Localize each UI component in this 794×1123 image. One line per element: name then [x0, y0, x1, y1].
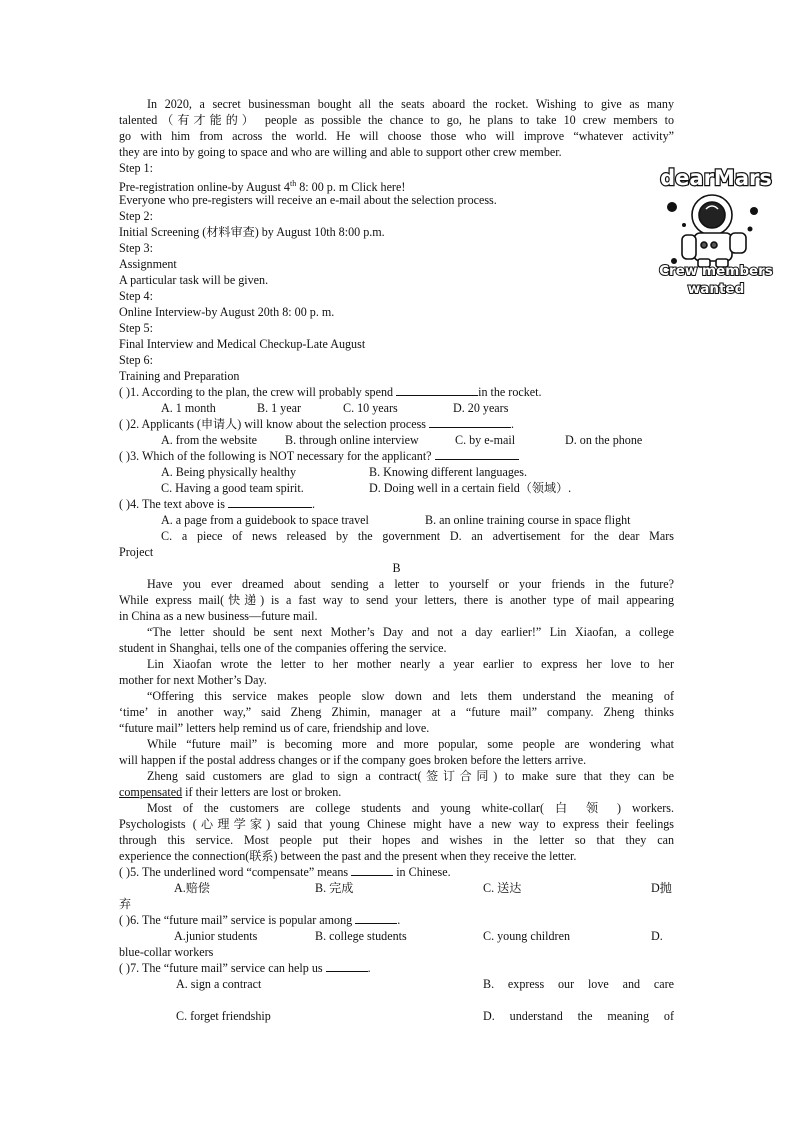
question-text: .	[511, 417, 515, 431]
intro-line: In 2020, a secret businessman bought all the seats aboard the rocket. Wishing to give as many	[147, 97, 674, 111]
option-cd-row[interactable]: C. a piece of news released by the government D. an advertisement for the dear Mars	[161, 529, 674, 543]
option-a[interactable]: A.junior students	[174, 929, 258, 943]
step-line: Final Interview and Medical Checkup-Late August	[119, 337, 366, 351]
question-text: ( )6. The “future mail” service is popular among	[119, 913, 356, 927]
step-line: Everyone who pre-registers will receive an e-mail about the selection process.	[119, 193, 497, 207]
option-b[interactable]: B. through online interview	[285, 433, 419, 447]
option-row	[119, 400, 674, 416]
question-text: ( )4. The text above is	[119, 497, 228, 511]
option-d-wrap: blue-collar workers	[119, 945, 214, 959]
option-b[interactable]: B. 完成	[315, 881, 354, 895]
spacer	[119, 992, 674, 1008]
option-d[interactable]: D. Doing well in a certain field（领域）.	[369, 481, 572, 495]
option-row	[119, 928, 674, 944]
option-b[interactable]: B. an online training course in space flight	[425, 513, 631, 527]
question-text: ( )7. The “future mail” service can help us	[119, 961, 326, 975]
option-row	[119, 464, 674, 480]
answer-blank[interactable]	[228, 496, 312, 508]
question-text: in the rocket.	[478, 385, 542, 399]
question-stem	[119, 960, 674, 976]
option-a[interactable]: A.赔偿	[174, 881, 210, 895]
answer-blank[interactable]	[396, 384, 478, 396]
option-b[interactable]: B. 1 year	[257, 401, 301, 415]
sticker-subtitle: Crew members	[659, 263, 773, 279]
question-2	[119, 416, 674, 448]
para-line: Psychologists (心理学家) said that young Chinese might have a new way to express their feelings	[119, 817, 674, 831]
intro-line: talented（有才能的） people as possible the chance to go, he plans to take 10 crew members to	[119, 113, 674, 127]
option-row	[119, 976, 674, 992]
dear-mars-sticker	[654, 163, 778, 299]
question-1	[119, 384, 674, 416]
para-line: mother for next Mother’s Day.	[119, 673, 267, 687]
sticker-subtitle-2: wanted	[687, 281, 745, 297]
para-line: Zheng said customers are glad to sign a contract(签订合同) to make sure that they can be	[147, 769, 674, 783]
option-row	[119, 512, 674, 528]
option-c[interactable]: C. 10 years	[343, 401, 398, 415]
passage-b	[119, 576, 674, 864]
option-d-wrap: Project	[119, 545, 154, 559]
steps-list	[119, 160, 674, 384]
step-label: Step 6:	[119, 353, 153, 367]
para-line: “The letter should be sent next Mother’s Day and not a day earlier!” Lin Xiaofan, a college	[147, 625, 674, 639]
answer-blank[interactable]	[351, 864, 393, 876]
option-d[interactable]: D. understand the meaning of	[483, 1009, 674, 1023]
option-b[interactable]: B. college students	[315, 929, 407, 943]
step-label: Step 2:	[119, 209, 153, 223]
step-line: Assignment	[119, 257, 177, 271]
question-text: ( )5. The underlined word “compensate” means	[119, 865, 352, 879]
question-stem	[119, 864, 674, 880]
para-line: through this service. Most people put their hopes and wishes in the letter so that they can	[119, 833, 674, 847]
option-c[interactable]: C. young children	[483, 929, 570, 943]
option-c[interactable]: C. Having a good team spirit.	[161, 481, 304, 495]
para-line: While “future mail” is becoming more and more popular, some people are wondering what	[147, 737, 674, 751]
para-line	[119, 784, 674, 800]
para-line: student in Shanghai, tells one of the companies offering the service.	[119, 641, 447, 655]
intro-line: they are into by going to space and who are willing and able to support other crew member.	[119, 145, 562, 159]
option-d[interactable]: D. on the phone	[565, 433, 643, 447]
option-a[interactable]: A. 1 month	[161, 401, 216, 415]
astronaut-illustration	[654, 163, 778, 299]
option-b[interactable]: B. Knowing different languages.	[369, 465, 527, 479]
para-text: if their letters are lost or broken.	[185, 785, 342, 799]
superscript: th	[289, 179, 297, 188]
step-label: Step 4:	[119, 289, 153, 303]
question-7	[119, 960, 674, 1024]
option-c[interactable]: C. by e-mail	[455, 433, 516, 447]
option-d[interactable]: D.	[651, 929, 663, 943]
section-heading: B	[392, 561, 401, 575]
option-d[interactable]: D抛	[651, 881, 672, 895]
option-a[interactable]: A. sign a contract	[176, 977, 262, 991]
question-stem	[119, 496, 674, 512]
option-d[interactable]: D. 20 years	[453, 401, 509, 415]
step-line: Online Interview-by August 20th 8: 00 p. m.	[119, 305, 335, 319]
step-label: Step 3:	[119, 241, 153, 255]
question-4	[119, 496, 674, 560]
para-line: While express mail(快递) is a fast way to send your letters, there is another type of mail appearing	[119, 593, 674, 607]
para-line: experience the connection(联系) between the past and the present when they receive the letter.	[119, 849, 577, 863]
option-c[interactable]: C. 送达	[483, 881, 522, 895]
para-line: “Offering this service makes people slow down and lets them understand the meaning of	[147, 689, 674, 703]
question-5	[119, 864, 674, 912]
option-a[interactable]: A. Being physically healthy	[161, 465, 297, 479]
sticker-title: dearMars	[660, 166, 772, 190]
underlined-word: compensated	[119, 785, 183, 799]
para-line: Most of the customers are college students and young white-collar( 白 领 ) workers.	[147, 801, 674, 815]
para-line: “future mail” letters help remind us of care, friendship and love.	[119, 721, 430, 735]
step-line: Initial Screening (材料审查) by August 10th 8:00 p.m.	[119, 225, 385, 239]
para-line: will happen if the postal address changes or if the company goes broken before the letters arrive.	[119, 753, 587, 767]
question-text: in Chinese.	[393, 865, 451, 879]
question-text: ( )2. Applicants (申请人) will know about the selection process	[119, 417, 430, 431]
question-stem	[119, 416, 674, 432]
answer-blank[interactable]	[429, 416, 511, 428]
answer-blank[interactable]	[355, 912, 397, 924]
para-line: Lin Xiaofan wrote the letter to her mother nearly a year earlier to express her love to her	[147, 657, 674, 671]
option-row	[119, 480, 674, 496]
answer-blank[interactable]	[326, 960, 368, 972]
question-text: .	[367, 961, 371, 975]
para-line: in China as a new business—future mail.	[119, 609, 318, 623]
step-line	[119, 176, 674, 195]
question-text: ( )1. According to the plan, the crew will probably spend	[119, 385, 397, 399]
option-a[interactable]: A. from the website	[161, 433, 258, 447]
para-line: Have you ever dreamed about sending a letter to yourself or your friends in the future?	[147, 577, 674, 591]
document-page	[119, 96, 674, 1024]
question-stem	[119, 912, 674, 928]
intro-line: go with him from across the world. He will choose those who will improve “whatever activity”	[119, 129, 674, 143]
option-d-wrap: 弃	[119, 897, 132, 911]
question-stem	[119, 384, 674, 400]
click-here-link[interactable]: 8: 00 p. m Click here!	[296, 180, 406, 195]
intro-paragraph	[119, 96, 674, 160]
answer-blank[interactable]	[435, 448, 519, 460]
option-b[interactable]: B. express our love and care	[483, 977, 674, 991]
question-stem	[119, 448, 674, 464]
question-text: ( )3. Which of the following is NOT necessary for the applicant?	[119, 449, 435, 463]
option-row	[119, 432, 674, 448]
option-row	[119, 1008, 674, 1024]
step-text: Pre-registration online-by August 4	[119, 180, 290, 195]
para-line: ‘time’ in another way,” said Zheng Zhimin, manager at a “future mail” company. Zheng thinks	[119, 705, 674, 719]
question-6	[119, 912, 674, 960]
question-3	[119, 448, 674, 496]
step-label: Step 1:	[119, 161, 153, 175]
step-line: A particular task will be given.	[119, 273, 269, 287]
option-a[interactable]: A. a page from a guidebook to space travel	[161, 513, 369, 527]
question-text: .	[311, 497, 315, 511]
step-label: Step 5:	[119, 321, 153, 335]
question-text: .	[397, 913, 401, 927]
step-line: Training and Preparation	[119, 369, 240, 383]
option-row	[119, 880, 674, 896]
option-c[interactable]: C. forget friendship	[176, 1009, 271, 1023]
